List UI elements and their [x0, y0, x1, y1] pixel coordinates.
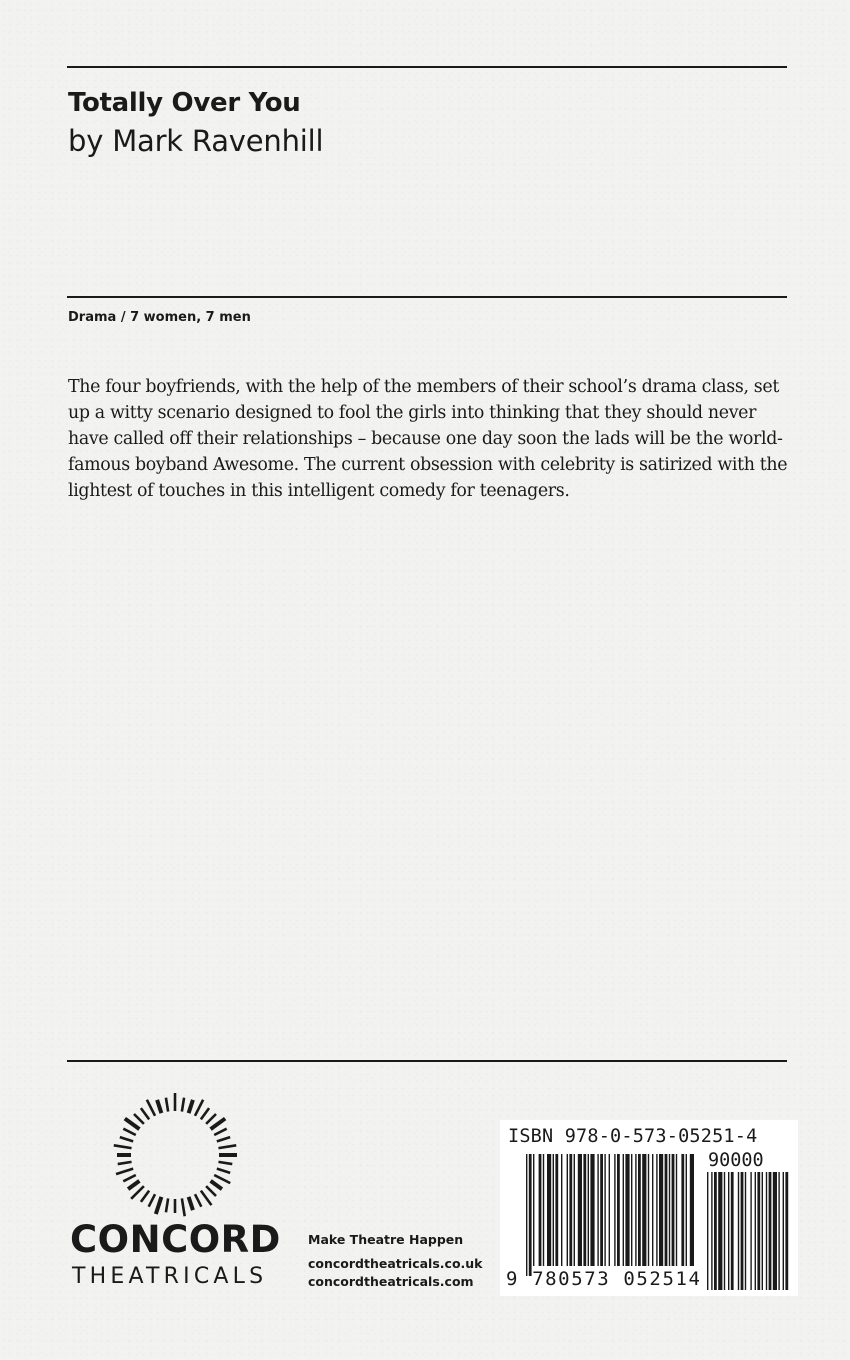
publisher-tagline: Make Theatre Happen [308, 1232, 464, 1247]
publisher-subname: THEATRICALS [72, 1264, 268, 1289]
book-title: Totally Over You [68, 88, 301, 118]
book-author: by Mark Ravenhill [68, 124, 324, 158]
publisher-name: CONCORD [70, 1218, 281, 1261]
website-com-link[interactable]: concordtheatricals.com [308, 1274, 474, 1289]
isbn-label: ISBN 978-0-573-05251-4 [508, 1126, 758, 1147]
book-blurb: The four boyfriends, with the help of the members of their school’s drama class, set up a witty scenario designed to fool the girls into thinking that they should never have called off their relationships – because one day soon the lads will be the world-famous boyband Awesome. The current obsession with celebrity is satirized with the lightest of touches in this intelligent comedy for teenagers. [68, 377, 788, 501]
genre-cast: Drama / 7 women, 7 men [68, 310, 251, 325]
website-uk-link[interactable]: concordtheatricals.co.uk [308, 1256, 483, 1271]
bottom-rule [67, 1060, 787, 1062]
dotted-ring-logo-icon [110, 1090, 240, 1220]
top-rule [67, 66, 787, 68]
ean-digits: 9 780573 052514 [506, 1268, 702, 1290]
barcode-addon: 90000 [708, 1150, 764, 1171]
middle-rule [67, 296, 787, 298]
isbn-barcode [500, 1120, 798, 1296]
